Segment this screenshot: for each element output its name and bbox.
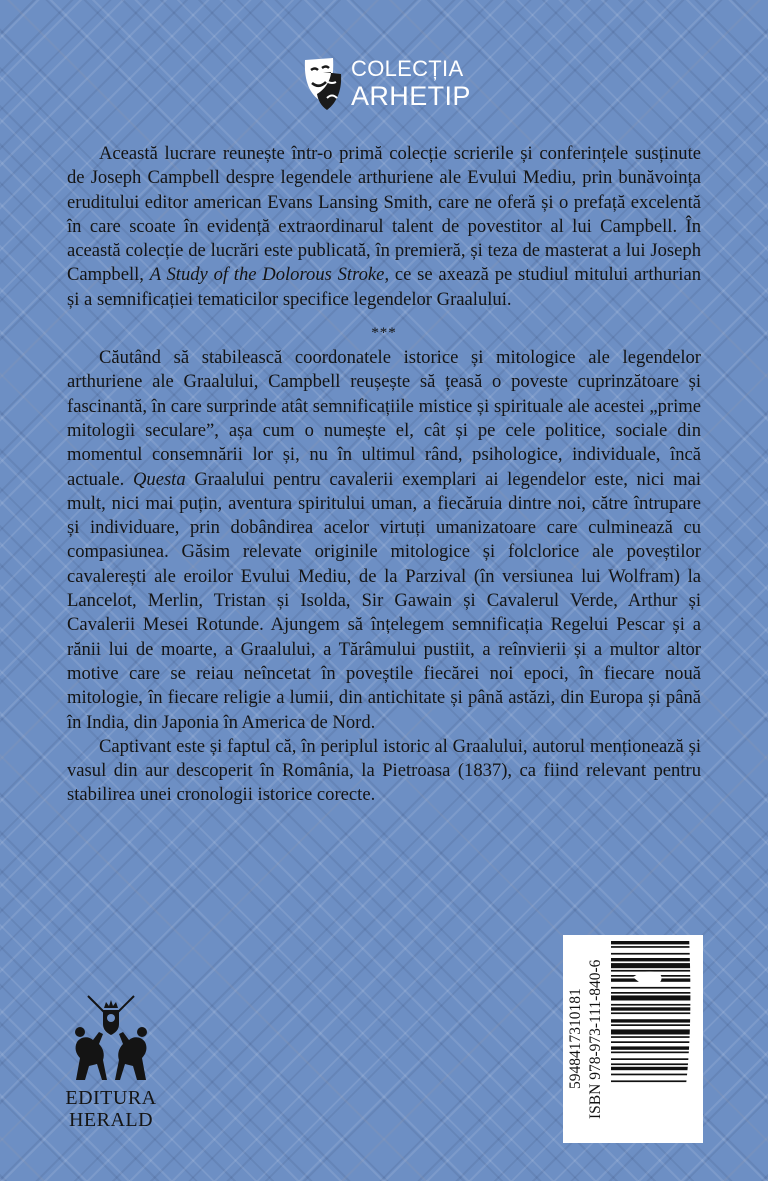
collection-name: ARHETIP [351,81,471,111]
paragraph-main-start: Căutând să stabilească coordonatele istorice și mitologice ale legendelor arthuriene ale Graalului, Campbell reușește să țeasă o poveste cuprinzătoare și fascinantă, în care surprinde atât semnificațiile mistice și spirituale ale acestei „prime mitologii seculare”, așa cum o numește el, cât și pe cele politice, sociale din momentul consemnării lor și, nu în ultimul rând, psihologice, individuale, încă actuale. [67,347,701,490]
barcode-bar [611,963,697,968]
paragraph-main-end: Graalului pentru cavalerii exemplari ai legendelor este, nici mai mult, nici mai puțin, aventura spiritului uman, a fiecăruia dintre noi, către întrupare și individuare, prin dobândirea acelor virtuți umanizatoare care culminează cu compasiunea. Găsim relevate originile mitologice și folclorice ale poveștilor cavalerești ale eroilor Evului Mediu, de la Parzival (în versiunea lui Wolfram) la Lancelot, Merlin, Tristan și Isolda, Sir Gawain și Cavalerul Verde, Arthur și Cavalerii Mesei Rotunde. Ajungem să înțelegem semnificația Regelui Pescar și a rănii lui de moarte, a Graalului, a Tărâmului pustiit, a reînvierii și a multor altor motive care se reiau neîncetat în poveștile fiecărei noi epoci, în fiecare nouă mitologie, în fiecare religie a lumii, din antichitate și până astăzi, din Europa și până în India, din Japonia în America de Nord. [67,468,701,733]
barcode-bite [619,1083,649,1098]
barcode-bar [611,1074,697,1076]
barcode-bar [611,1046,697,1049]
paragraph-closing: Captivant este și faptul că, în periplul istoric al Graalului, autorul menționează și vasul din aur descoperit în România, la Pietroasa (1837), ca fiind relevant pentru stabilirea unei cronologii istorice corecte. [67,735,701,806]
barcode-bar [611,1067,697,1070]
barcode-bar [611,958,697,961]
barcode-bar [611,1058,697,1060]
isbn-number: ISBN 978-973-111-840-6 [587,959,604,1119]
barcode-bar [611,1004,697,1006]
barcode-bar [611,1029,697,1034]
barcode-digits: 5948417310181 [567,988,584,1090]
thesis-title: A Study of the Dolorous Stroke [149,264,385,286]
barcode-bar [611,995,697,1000]
blurb-text [67,142,701,808]
herald-crest-icon [66,992,156,1087]
barcode-bar [611,953,697,955]
barcode-bite [633,972,662,986]
questa-word: Questa [132,468,186,490]
barcode-bar [611,970,697,972]
barcode-bar [611,1080,697,1082]
paragraph-main [67,346,701,735]
barcode-bar [611,987,697,989]
barcode-bar [611,1024,697,1026]
paragraph-intro-end: , ce se axează pe studiul mitului arthurian și a semnificației tematicilor specifice legendelor Graalului. [67,264,702,310]
collection-logo [301,56,471,112]
section-separator: *** [371,325,397,342]
isbn-barcode [563,935,703,1143]
publisher-name-line1: EDITURA [65,1087,157,1109]
paragraph-intro [67,142,701,312]
barcode-bar [611,946,697,948]
barcode-bar [611,1007,697,1010]
barcode-bar [611,1041,697,1043]
barcode-bar [611,1036,697,1038]
publisher-logo [56,992,166,1131]
publisher-name-line2: HERALD [68,1109,154,1131]
barcode-bar [611,1012,697,1014]
collection-label: COLECȚIA [351,56,464,81]
theatre-masks-icon [301,56,345,112]
barcode-bar [611,992,697,994]
barcode-bar [611,941,697,944]
paragraph-intro-text: Această lucrare reunește într-o primă colecție scrierile și conferințele susținute de Joseph Campbell despre legendele arthuriene ale Evului Mediu, prin bunăvoința eruditului editor american Evans Lansing Smith, care ne oferă și o prefață excelentă în care scoate în evidență extraordinarul talent de povestitor al lui Campbell. În această colecție de lucrări este publicată, în premieră, și teza de masterat a lui Joseph Campbell, [67,143,701,286]
barcode-bar [611,1052,697,1054]
barcode-bar [611,1063,697,1065]
barcode-bar [611,1019,697,1022]
